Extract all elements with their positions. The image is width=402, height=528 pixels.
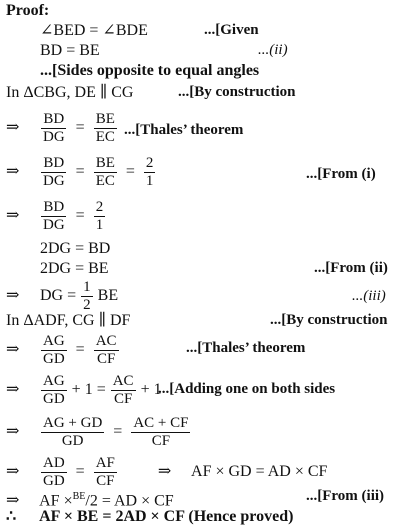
line-12-reason: ...[Thales’ theorem <box>186 340 306 356</box>
denominator: DG <box>43 173 65 189</box>
fraction-ag-plus-gd <box>41 416 104 449</box>
line-12 <box>6 334 120 367</box>
line-1-reason: ...[Given <box>204 22 259 38</box>
implies-symbol: ⇒ <box>6 207 20 225</box>
denominator: 1 <box>145 173 154 189</box>
line-4-expr: In ΔCBG, DE ∥ CG <box>6 84 134 101</box>
line-9-expr: 2DG = BE <box>40 260 109 277</box>
line-17-expr: AF × BE = 2AD × CF (Hence proved) <box>39 508 294 525</box>
line-6 <box>6 156 156 189</box>
fraction-bd-dg <box>41 156 67 189</box>
numerator: AC <box>95 333 117 349</box>
line-5-reason: ...[Thales’ theorem <box>124 122 244 138</box>
fraction-2-1 <box>94 200 106 233</box>
implies-symbol: ⇒ <box>6 163 20 181</box>
numerator: AG + GD <box>43 415 103 431</box>
equals-sign: = <box>75 207 85 225</box>
implies-symbol: ⇒ <box>6 381 20 399</box>
denominator: DG <box>43 129 65 145</box>
line-13 <box>6 374 162 407</box>
denominator: CF <box>151 433 171 449</box>
line-16-reason: ...[From (iii) <box>306 488 385 504</box>
therefore-symbol: ∴ <box>6 508 17 525</box>
line-10-reason: ...(iii) <box>352 288 386 304</box>
denominator: EC <box>95 129 115 145</box>
line-6-reason: ...[From (i) <box>306 166 376 182</box>
numerator: AC <box>112 373 134 389</box>
line-5 <box>6 112 118 145</box>
fraction-ac-cf <box>111 374 136 407</box>
fraction-af-cf <box>94 456 117 489</box>
line-7 <box>6 200 106 233</box>
proof-title: Proof: <box>6 2 50 19</box>
line-13-tail: + 1 <box>140 381 162 399</box>
implies-symbol: ⇒ <box>6 287 20 305</box>
denominator: CF <box>96 473 115 489</box>
denominator: DG <box>43 217 65 233</box>
line-10 <box>6 280 118 313</box>
line-3-reason: ...[Sides opposite to equal angles <box>40 62 260 79</box>
numerator: 1 <box>83 279 91 295</box>
numerator: BD <box>43 111 65 127</box>
implies-symbol: ⇒ <box>6 119 20 137</box>
numerator: 2 <box>145 155 154 171</box>
numerator: 2 <box>95 199 104 215</box>
line-9-reason: ...[From (ii) <box>314 260 388 276</box>
line-11-reason: ...[By construction <box>270 312 388 328</box>
implies-symbol: ⇒ <box>6 492 20 510</box>
equals-sign: = <box>125 163 135 181</box>
line-2-reason: ...(ii) <box>258 42 288 58</box>
equals-sign: = <box>75 163 85 181</box>
numerator: AG <box>43 373 65 389</box>
fraction-ad-gd <box>41 456 67 489</box>
numerator: BD <box>43 199 65 215</box>
fraction-1-2 <box>81 280 93 313</box>
implies-symbol: ⇒ <box>6 463 20 481</box>
denominator: GD <box>61 433 84 449</box>
equals-sign: = <box>75 119 85 137</box>
line-17 <box>6 508 293 526</box>
denominator: GD <box>43 473 65 489</box>
line-11-expr: In ΔADF, CG ∥ DF <box>6 312 131 329</box>
numerator: AD <box>43 455 65 471</box>
numerator: AC + CF <box>133 415 189 431</box>
equals-sign: = <box>113 423 123 441</box>
denominator: GD <box>43 351 65 367</box>
denominator: 2 <box>83 297 91 313</box>
numerator: AG <box>43 333 65 349</box>
fraction-bd-dg <box>41 112 67 145</box>
line-10-rhs: BE <box>97 287 119 305</box>
numerator: BD <box>43 155 65 171</box>
fraction-ac-cf <box>94 334 119 367</box>
line-13-reason: ...[Adding one on both sides <box>158 381 336 397</box>
line-2-expr: BD = BE <box>40 42 100 59</box>
denominator: 1 <box>95 217 104 233</box>
implies-symbol: ⇒ <box>6 423 20 441</box>
line-8-expr: 2DG = BD <box>40 240 111 257</box>
line-14 <box>6 416 191 449</box>
fraction-bd-dg <box>41 200 67 233</box>
numerator: BE <box>95 111 115 127</box>
equals-sign: = <box>75 463 85 481</box>
fraction-ag-gd <box>41 374 67 407</box>
implies-symbol: ⇒ <box>6 341 20 359</box>
line-16-post: /2 = AD × CF <box>85 492 174 510</box>
line-4-reason: ...[By construction <box>178 84 296 100</box>
implies-symbol: ⇒ <box>157 463 172 481</box>
denominator: GD <box>43 391 65 407</box>
fraction-2-1 <box>144 156 156 189</box>
line-10-lhs: DG = <box>40 287 77 305</box>
numerator: AF <box>95 455 115 471</box>
line-16-sup: BE <box>72 491 86 502</box>
fraction-ag-gd <box>41 334 67 367</box>
fraction-be-ec <box>94 156 117 189</box>
line-16-pre: AF × <box>39 492 73 510</box>
fraction-be-ec <box>94 112 117 145</box>
numerator: BE <box>95 155 115 171</box>
line-1-expr: ∠BED = ∠BDE <box>40 22 148 39</box>
denominator: CF <box>96 351 116 367</box>
fraction-ac-plus-cf <box>131 416 190 449</box>
line-13-mid: + 1 = <box>71 381 106 399</box>
line-15 <box>6 456 327 489</box>
line-16 <box>6 488 174 510</box>
denominator: CF <box>113 391 133 407</box>
denominator: EC <box>95 173 115 189</box>
line-15-rhs: AF × GD = AD × CF <box>191 463 328 481</box>
equals-sign: = <box>75 341 85 359</box>
